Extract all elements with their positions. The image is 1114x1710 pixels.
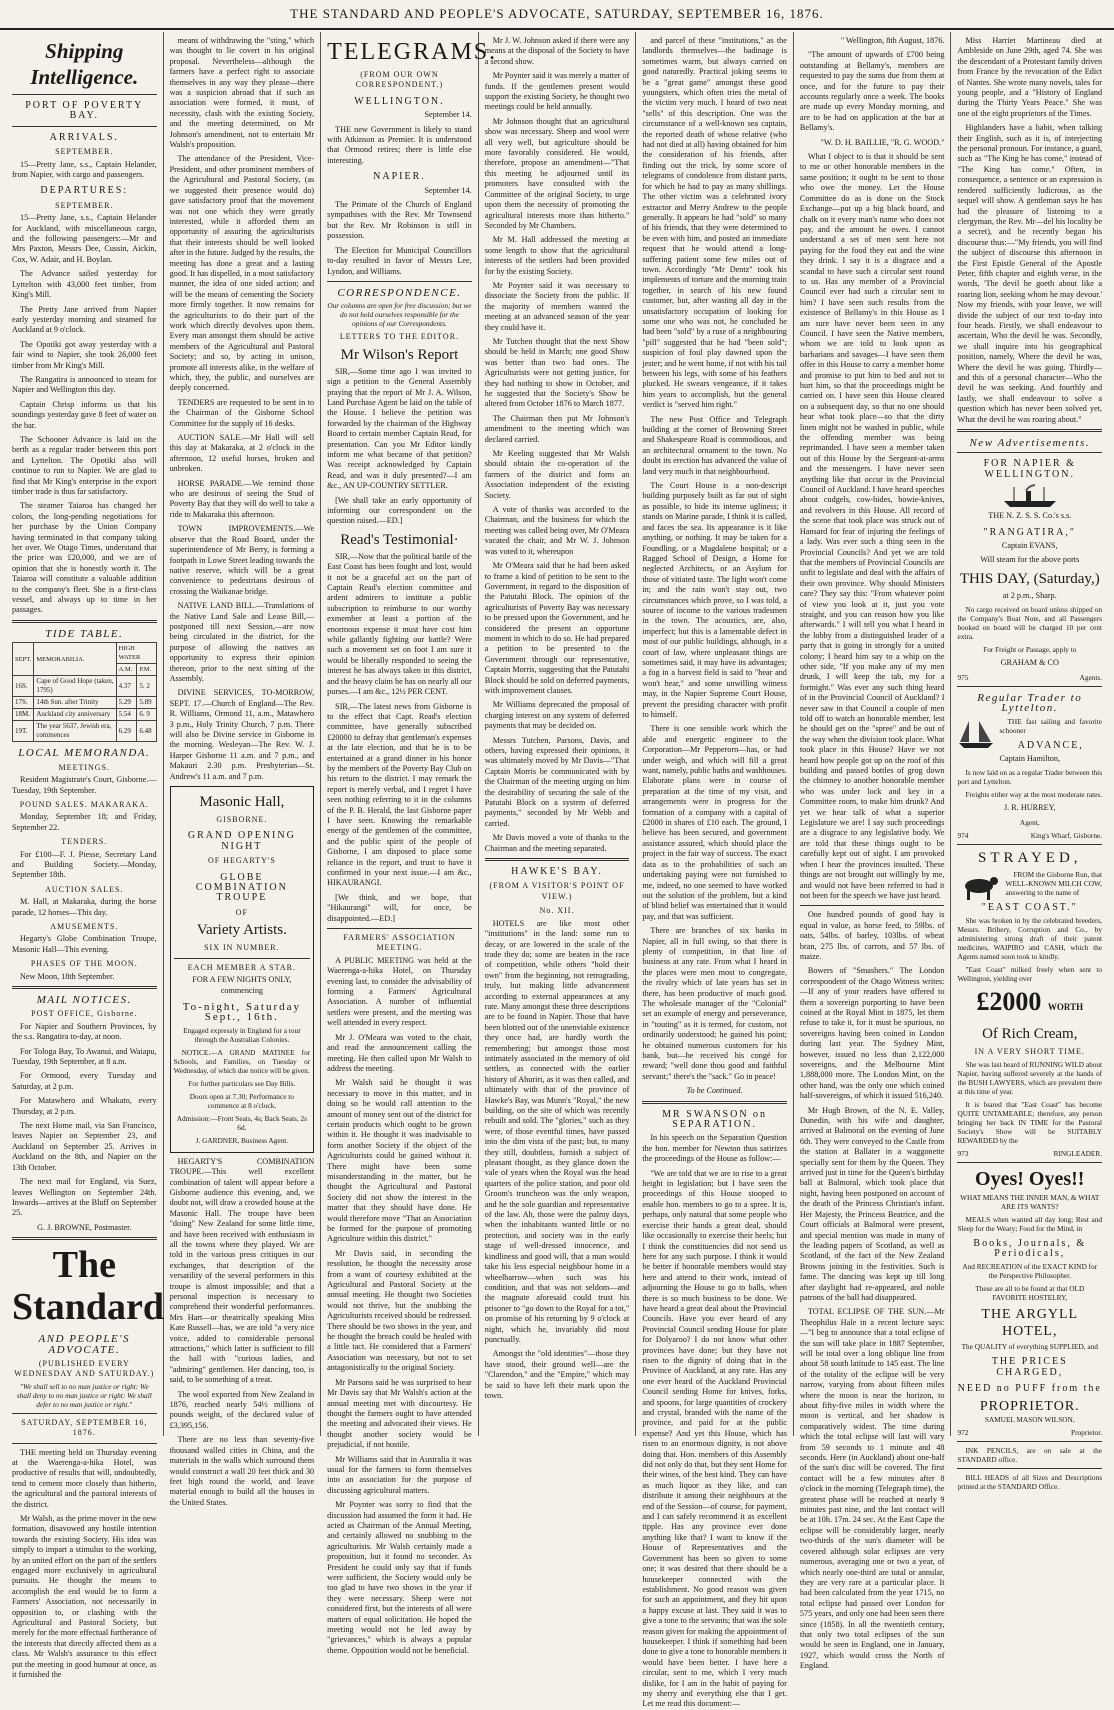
news-paragraph: AUCTION SALE.—Mr Hall will sell this day at Makaraka, at 2 o'clock in the afternoon, 12 useful horses, broken and unbroken. [169, 433, 315, 474]
steamship-icon [1000, 483, 1060, 509]
wellington-date: September 14. [424, 110, 472, 120]
moon-text: New Moon, 18th September. [20, 971, 115, 981]
news-paragraph: Bowers of "Smashers." The London correspondent of the Otago Witness writes:—If any of your readers have offered to them a sovereign purporting to have been coined at the Royal Mint in 1875, let them refuse to take it, for it must be spurious, no sovereigns having been coined in London during last year. The Sydney Mint, however, issued no less than 2,122,000 sovereigns, and the Melbourne Mint 1,888,000 more. The London Mint, on the other hand, was the only one which coined half-sovereigns, of which it issued 516,240. [799, 966, 945, 1101]
advance-agent-title: Agent, [1019, 817, 1040, 827]
mail-paragraph: For Matawhero and Whakato, every Thursday, at 2 p.m. [12, 1096, 157, 1116]
speech-paragraph: In his speech on the Separation Question the hon. member for Newton thus satirizes the proceedings of the House as follow:— [642, 1133, 787, 1164]
ad-matinee-notice: NOTICE.—A GRAND MATINEE for Schools, and Families, on Tuesday or Wednesday, of which due notice will be given. [173, 1047, 311, 1075]
two-thousand-pounds [957, 987, 1102, 1022]
read-testimonial-heading: Read's Testimonial· [340, 531, 459, 548]
report-paragraph: Mr Poynter was sorry to find that the discussion had assumed the form it had. He acted as Chairman of the Annual Meeting, and certainly allowed no snubbing to the agriculturists. Mr Walsh certainly made a proposition, but it found no seconder. As President he could only say that if funds were sufficient, the Society would only be too glad to have two shows in the year if they were necessary. Sheep were not considered first, but the interests of all were matters of equal solicitation. He hoped the meeting would not be led away by "grievances," which is always a popular theme. Opposition would not be beneficial. [327, 1500, 472, 1655]
report-paragraph: Mr Keeling suggested that Mr Walsh should obtain the co-operation of the farmers of the district and form an Association independent of the existing Society. [484, 449, 630, 500]
article-paragraph: There is one sensible work which the able and energetic engineer to the Corporation—Mr Pepperorn—has, or had under weigh, and which will fill a great want, namely, public baths and washhouses. Elaborate plans were in course of preparation at the time of my visit, and arrangements were in progress for the formation of a company with a capital of £2000 in shares of £10 each. The ground, I believe has been secured, and government assistance assured, which should place the project in the fair way of success. The exact data as to the probabilities of such an undertaking paying were not furnished to me, indeed, no one seemed to have worked out the solution of the problem, but a kind of blind belief was entertained that it would pay, and that was sufficient. [642, 724, 787, 921]
letters-heading: LETTERS TO THE EDITOR. [339, 332, 460, 342]
article-paragraph: The new Post Office and Telegraph building at the corner of Browning Street and Shakespeare Road is commodious, and an architectural ornament to the town. No doubt its erection has advanced the value of land very much in that neighbourhood. [642, 414, 787, 476]
circular-text: "The amount of upwards of £700 being outstanding at Bellamy's, members are requested to pay the sums due from them at once, and for the future to pay their accounts regularly once a week. The books are made up every Monday morning, and are to be had on application at the bar at Bellamy's. [799, 50, 945, 133]
table-row [13, 709, 157, 721]
news-paragraph: HORSE PARADE.—We remind those who are desirous of seeing the Stud of Poverty Bay that they will do well to take a ride to Makaraka this afternoon. [169, 478, 315, 519]
advance-wharf: King's Wharf, Gisborne. [1030, 830, 1103, 840]
report-paragraph: Mr Parsons said he was surprised to hear Mr Davis say that Mr Walsh's action at the annual meeting met with discourtesy. He thought the farmers ought to have attended the meeting and advocated their views. He thought another society would be prejudicial, if not hostile. [327, 1377, 472, 1450]
editorial-paragraph: THE meeting held on Thursday evening at the Waerenga-a-hika Hotel, was productive of results that will, undoubtedly, tend to cement more closely than hitherto, the agricultural and the pastoral interests of the district. [12, 1447, 157, 1509]
ad-troupe-name: GLOBE COMBINATION TROUPE [195, 871, 288, 904]
moon-heading: PHASES OF THE MOON. [30, 959, 138, 969]
tide-memo: 14th Sun. after Trinity [34, 697, 116, 709]
editor-note: [We think, and we hope, that "Hikaurangi" will, for once, be disappointed.—ED.] [327, 892, 472, 923]
news-paragraph: TOWN IMPROVEMENTS.—We observe that the Road Board, under the superintendence of Mr Berry, is forming a footpath in Lowe Street leading towards the native reserve, which will be a great convenience to pedestrians desirous of crossing the Waikanae bridge. [169, 524, 315, 596]
oyes-line: WHAT MEANS THE INNER MAN, & WHAT ARE ITS WANTS? [960, 1192, 1100, 1211]
ad-each-member: EACH MEMBER A STAR. [187, 962, 296, 972]
article-paragraph: Amongst the "old identities"—those they have stood, their ground well—are the "Clarendon," and the "Empire," which may be said to have left their mark upon the town. [484, 1349, 630, 1400]
auction-text: M. Hall, at Makaraka, during the horse parade, 12 horses—This day. [12, 897, 157, 917]
masonic-hall-advertisement [170, 786, 315, 1153]
arrivals-text: 15—Pretty Jane, s.s., Captain Helander, from Napier, with cargo and passengers. [12, 159, 157, 180]
tide-am: 6.29 [116, 721, 137, 742]
ad-few-nights: FOR A FEW NIGHTS ONLY, commencing [192, 975, 292, 995]
telegram-paragraph: THE new Government is likely to stand with Atkinson as Premier. It is understood that Ormond retires; there is little else interesting. [327, 124, 472, 165]
ad-masonic-place: GISBORNE. [216, 815, 268, 825]
amusements-heading: AMUSEMENTS. [50, 921, 119, 931]
shipping-paragraph: The steamer Taiaroa has changed her colors, the long-pending negotiations for her purchase by the Union Company having terminated in that company taking her over. We Otago Times, understand that the price was £20,000, and we are of opinion that she is honestly worth it. The Taiaroa will constitute a valuable addition to the company's fleet. She is a first-class vessel, and always up to time in her passages. [12, 501, 157, 615]
ad-admission: Admission:—Front Seats, 4s; Back Seats, 2s 6d. [176, 1113, 308, 1132]
report-paragraph: Messrs Tutchen, Parsons, Davis, and others, having expressed their opinions, it was ultimately moved by Mr Davis—"That Captain Morris be communicated with by the Chairman of the meeting urging on him the desirability of securing the sale of the Patutahi Block on a system of deferred payments," seconded by Mr Webb and carried. [484, 735, 630, 828]
rangatira-name: "RANGATIRA," [983, 526, 1076, 538]
shipping-paragraph: The Pretty Jane arrived from Napier early yesterday morning and steamed for Auckland at 9 o'clock. [12, 304, 157, 335]
tide-pm: 6. 9 [137, 709, 156, 721]
ad-opening-night: GRAND OPENING NIGHT [187, 830, 296, 852]
ringleader-signature: RINGLEADER. [1053, 1148, 1103, 1158]
ad-number: 974 [957, 830, 969, 840]
report-paragraph: Mr Poynter said it was necessary to dissociate the Society from the public. If the majority of members wanted the meeting at an advanced season of the year they could have it. [484, 280, 630, 332]
telegrams-source: (FROM OUR OWN CORRESPONDENT.) [355, 70, 444, 90]
tide-am: 4.37 [116, 676, 137, 697]
departures-month: SEPTEMBER. [55, 200, 114, 210]
to-be-continued: To be Continued. [686, 1086, 743, 1096]
masthead [0, 0, 1114, 30]
letter-paragraph: SIR,—Now that the political battle of the East Coast has been fought and lost, would it not be a graceful act on the part of Captain Read's election committee and ardent admirers to institute a public subscription to reimburse to our worthy exmember at least a portion of the enormous expense it must have cost him while gallantly fighting our battle? Were such a movement set on foot I am sure it would be liberally responded to seeing the interest he has always taken in this district, and the heavy claim he has on nearly all our purses.—I am &c., 12½ PER CENT. [327, 551, 472, 697]
postmaster-signature: G. J. BROWNE, Postmaster. [37, 1222, 132, 1232]
local-memoranda-title: LOCAL MEMORANDA. [18, 747, 151, 760]
bill-heads-notice: BILL HEADS of all Sizes and Descriptions printed at the STANDARD Office. [957, 1472, 1103, 1491]
circular-signature: "W. D. H. BAILLIE, "R. G. WOOD." [820, 137, 945, 147]
napier-heading: NAPIER. [373, 171, 426, 183]
wilson-report-heading: Mr Wilson's Report [340, 346, 459, 363]
tide-memo: Cape of Good Hope (taken, 1795) [34, 676, 116, 697]
tenders-text: For £100—F. J. Piesse, Secretary Land and Building Society.—Monday, September 18th. [12, 849, 157, 880]
strayed-footer [957, 1149, 1102, 1158]
hawkes-bay-number: No. XII. [539, 906, 575, 916]
editorial-paragraph: Mr Walsh, as the prime mover in the new formation, disavowed any hostile intention towards the existing Society. His idea was simply to impart a stimulus to the working, by an united effort on the part of the settlers engaged more exclusively in agricultural pursuits. He thought the means to accomplish the end would be to form a Farmers' Association, not necessarily in opposition to, or clashing with the Agricultural and Pastoral Society, but merely for the more effectual furtherance of the interests that directly affected them as a class. Mr Walsh's assurance to this effect put the meeting in good humour at once, as it furnished the [12, 1514, 157, 1680]
speech-paragraph: "We are told that we are to rise to a great height in legislation; but I have seen the proceedings of this House stooped to enable hon. members to go to a spree. It is, perhaps, only natural that some people who exercise their hands a great deal, should like occasionally to exercise their heels; but I think the constituencies did not send us here for any such purpose. I think it would be better if honorable members would stay here and attend to their work, instead of adjourning the House to go to balls, when there is so much business to be done. We have heard a great deal about the Provincial Councils. Have you ever heard of any Provincial Council sending House for plate for Dolyaroo? I do not know what other provinces have done; but they have not risen to the dignity of doing that in the Province of Auckland, at any rate. Has any one ever heard of the Auckland Provincial Council sending Home for knives, forks, and spoons, for large quantities of crockery and crystal, branded with the name of the province, and paid for at the public expense? And yet this House, which has risen to an enormous dignity, is not above doing that. Hon. members of this Assembly did not only do that, but they sent Home for their wines, of the best kind. They can have as much liquor as they like, and can distribute it among their neighbours at the end of the Session—of course, for payment, and I can safely recommend it as excellent tipple. Has any province ever done anything like that? I want to know if the House of Representatives and the Government has been so given to some one; it was desired that there should be a housekeeper connected with the establishment. No good reason was given for such an appointment, and they hit upon a happy excuse at last. They said it was to give a tone to the servants; that was the sole reason given for making the appointment of housekeeper. I think if something had been done to give a tone to honorable members it would have been better. I have here a circular, sent to me, which I very much dislike, for I am in the habit of paying for my sherry and everything else that I get. Let me read this document:— [642, 1168, 787, 1709]
tide-col-high-water: HIGH WATER [116, 643, 156, 664]
argyll-hotel-title: THE ARGYLL HOTEL, [981, 1307, 1079, 1340]
standard-publication-note: (PUBLISHED EVERY WEDNESDAY AND SATURDAY.) [14, 1358, 155, 1379]
rangatira-agent: GRAHAM & CO [1000, 658, 1059, 668]
news-paragraph: There are no less than seventy-five thousand walled cities in China, and the materials in the walls which surround them would construct a wall 20 feet thick and 30 feet high round the world, and leave material enough to build all the houses in the United States. [169, 1435, 315, 1507]
report-paragraph: Mr Johnson thought that an agricultural show was necessary. Sheep and wool were all very well, but agriculture should be more favorably considered. He would, therefore, propose an amendment—"That this meeting be adjourned until its promoters have consulted with the Committee of the original Society, to urge upon them the necessity of promoting the agricultural interests more than hitherto." Seconded by Mr Chambers. [484, 116, 630, 230]
wellington-heading: WELLINGTON. [354, 95, 445, 107]
column-4 [479, 32, 637, 1436]
report-paragraph: Mr Davis moved a vote of thanks to the Chairman and the meeting separated. [484, 833, 630, 853]
telegram-paragraph: The Primate of the Church of England sympathises with the Rev. Mr Townsend but the Rev. Mr Robinson is still in possession. [327, 200, 472, 241]
tide-pm: 6.48 [137, 721, 156, 742]
strayed-paragraph: She was broken in by the celebrated breeders, Messrs. Bribery, Corruption and Co., by administering strong draft of their patent medicines, WAIPIRO and CASH, which the Agents named soon took to kindly. [957, 916, 1103, 962]
advance-footer [957, 831, 1102, 840]
circular-date: " Wellington, 8th August, 1876. [840, 36, 945, 45]
tide-col-am: A.M. [116, 664, 137, 676]
auction-heading: AUCTION SALES. [45, 884, 124, 894]
ad-agents-label: Agents. [1079, 672, 1103, 682]
pound-sales-heading: POUND SALES. MAKARAKA. [19, 799, 149, 809]
departures-text: 15—Pretty Jane, s.s., Captain Helander for Auckland, with miscellaneous cargo, and the following passengers:—Mr and Mrs Paxton, Messrs Dee, Cussin, Aickin, Cox, W. Adair, and H. Boylan. [12, 213, 157, 264]
report-paragraph: Mr Williams said that in Australia it was usual for the farmers to form themselves into an association for the purpose of discussing agricultural matters. [327, 1454, 472, 1495]
report-paragraph: Mr M. Hall addressed the meeting at some length to show that the agricultural interests of the settlers had been provided for by the existing Society. [484, 235, 630, 276]
napier-date: September 14. [424, 185, 472, 195]
newspaper-header-title: THE STANDARD AND PEOPLE'S ADVOCATE, SATURDAY, SEPTEMBER 16, 1876. [290, 6, 824, 21]
news-paragraph: Miss Harriet Martineau died at Ambleside on June 29th, aged 74. She was the descendant of a Protestant family driven from France by the revocation of the Edict of Nantes. She wrote many novels, tales for young people, and a "History of England during the Thirty Years Peace." She was one of the eight proprietors of the Times. [957, 36, 1103, 118]
ad-particulars: For further particulars see Day Bills. [188, 1078, 296, 1088]
correspondence-heading: CORRESPONDENCE. [337, 286, 462, 299]
report-paragraph: Mr Tutchen thought that the next Show should be held in March; one good Show was better than two bad ones. The Agriculturists were not getting justice, for they had nothing to show in October, and he suggested that the Society's Show be altered from October 1876 to March 1877. [484, 336, 630, 409]
tide-table [12, 642, 157, 742]
tide-col-memorabilia: MEMORABILIA. [34, 643, 116, 676]
standard-subtitle: AND PEOPLE'S ADVOCATE. [38, 1333, 131, 1356]
farmers-meeting-heading: FARMERS' ASSOCIATION MEETING. [343, 933, 456, 953]
editorial-paragraph: means of withdrawing the "sting," which was thought to lie covert in his original proposal. Nevertheless—although the farmers have a perfect right to associate themselves in any way they please—there was a suspicion abroad that if such an association were formed, it must, of necessity, clash with the existing Society, and the meeting determined, on Mr Johnson's amendment, not to entertain Mr Walsh's proposition. [169, 36, 315, 150]
telegrams-title: TELEGRAMS. [327, 39, 498, 65]
rangatira-cargo-note: No cargo received on board unless shipped on the Company's Boat Note, and all Passengers booked on board will be charged 10 per cent extra. [957, 605, 1103, 642]
schooner-icon [957, 719, 995, 749]
big-amount: £2000 [976, 987, 1042, 1017]
news-paragraph: DIVINE SERVICES, TO-MORROW, SEPT. 17.—Church of England—The Rev. R. Williams, Ormond 11, a.m., Matawhero 3 p.m., Holy Trinity Church, 7 p.m. There will also be Divine service in Gisborne in the morning. Wesleyan—The Rev. W. J. Harper Gisborne 11 a.m. and 7 p.m., and Makauri 2.30 p.m. Presbyterian—St. Andrew's 11 a.m. and 7 p.m. [169, 688, 315, 781]
news-paragraph: TENDERS are requested to be sent in to the Chairman of the Gisborne School Committee for the supply of 16 desks. [169, 397, 315, 428]
report-paragraph: The Chairman then put Mr Johnson's amendment to the meeting which was declared carried. [484, 413, 630, 444]
cow-icon [957, 872, 1001, 902]
rangatira-this-day: THIS DAY, (Saturday,) [959, 570, 1100, 587]
news-paragraph: The wool exported from New Zealand in 1876, reached nearly 54½ millions of pounds weight, of the declared value of £3,395,156. [169, 1389, 315, 1430]
report-paragraph: Mr Walsh said he thought it was necessary to move in this matter, and in doing so he would call attention to the amount of money sent out of the district for certain products which ought to be grown within it. He thought it was inadvisable to form another Society if the object of the Agriculturists could be gained without it. There might have been some misunderstanding in the matter, but he thought the Agricultural and Pastoral Society did not show the interest in the matter that they should have done. He would therefore move "That an Association be formed for the purpose of promoting Agriculture within this district." [327, 1078, 472, 1244]
editorial-paragraph: The attendance of the President, Vice-President, and other prominent members of the Agricultural and Pastoral Society, (as we suggested their presence would do) gave satisfactory proof that the movement was not one which they were greatly interested, while it afforded them an opportunity of assuring the agriculturists that their interests should be well looked after in the future. Judged by the results, the meeting has done a great and a lasting good. It has dispelled, in a most satisfactory manner, the idea of one sided action; and will be the means of cementing the Society more firmly together. It now remains for the agriculturists to do their part of the work which directly devolves upon them. Every man amongst them should be active members of the Agricultural and Pastoral Society; and so, by acting in unison, promote all interests alike, in the welfare of which, they, the public, and ourselves are deeply concerned. [169, 154, 315, 393]
mail-paragraph: The next Home mail, via San Francisco, leaves Napier on September 23, and Auckland on September 25. Arrives in Auckland on the 8th, and Napier on the 13th October. [12, 1121, 157, 1172]
shipping-paragraph: The Schooner Advance is laid on the berth as a regular trader between this port and Lyttelton. The Opotiki also will continue to run to Napier. We are glad to find that Mr King's enterprise in the export timber trade is thus far satisfactory. [12, 434, 157, 496]
tide-day: 18M. [13, 709, 34, 721]
rangatira-ad-heading: FOR NAPIER & WELLINGTON. [983, 458, 1076, 480]
rangatira-steam: Will steam for the above ports [980, 555, 1080, 565]
cow-name: "EAST COAST." [981, 901, 1078, 913]
mail-notices-title: MAIL NOTICES. [36, 994, 132, 1006]
shipping-paragraph: The Advance sailed yesterday for Lyttelton with 43,000 feet timber, from King's Mill. [12, 269, 157, 300]
tide-day: 17S. [13, 697, 34, 709]
oyes-line: The QUALITY of everything SUPPLIED, and [961, 1342, 1098, 1352]
rangatira-footer [957, 673, 1102, 682]
arrivals-month: SEPTEMBER. [55, 147, 114, 157]
letter-paragraph: SIR,—The latest news from Gisborne is to the effect that Capt. Read's election committee, have generally subscribed £20000 to defray that gentleman's expenses at the late election, and that he is to be entertained at a grand dinner in his honor by the members of the Poverty Bay Club on his return to the district. I may remark the report is merely verbal, and I regret I have seen nothing referring to it in the columns of the P. B. Herald, the last Gisborne paper I have seen. Knowing the remarkable energy of the gentlemen of the committee, and the public spirit of the people of Gisborne, I am disposed to place some reliance in the report, and trust to have it confirmed in your next issue.—I am &c., HIKAURANGI. [327, 701, 472, 888]
oyes-heading: Oyes! Oyes!! [975, 1167, 1085, 1190]
mail-paragraph: For Napier and Southern Provinces, by the s.s. Rangatira to-day, at noon. [12, 1021, 157, 1042]
strayed-text: FROM the Gisborne Run, that WELL-KNOWN MILCH COW, answering to the name of [1005, 869, 1103, 897]
shipping-paragraph: The Opotiki got away yesterday with a fair wind to Napier, she took 26,000 feet timber from Mr King's Mill. [12, 339, 157, 370]
tide-col-pm: P.M. [137, 664, 156, 676]
tide-memo: Auckland city anniversary [34, 709, 116, 721]
books-journals: Books, Journals, & Periodicals, [973, 1237, 1087, 1259]
departures-heading: DEPARTURES: [40, 185, 129, 197]
standard-motto: "We shall sell to no man justice or right: We shall deny to no man justice or right: We shall defer to no man justice or right." [16, 1381, 152, 1409]
prices-charged: THE PRICES CHARGED, [991, 1356, 1068, 1378]
ad-tonight: To-night, Saturday Sept., 16th. [182, 1000, 302, 1024]
ad-signature: J. GARDNER, Business Agent. [195, 1135, 289, 1145]
standard-date: SATURDAY, SEPTEMBER 16, 1876. [21, 1417, 148, 1438]
report-paragraph: Mr O'Meara said that he had been asked to frame a kind of petition to be sent to the Government, in regard to the disposition of the Patutahi Block. The opinion of the agriculturists of Poverty Bay was necessary to be pressed upon the Government, and he considered the present an opportune moment in which to do so. He had prepared a petition to be presented to the Government through our representative, Captain Morris, suggesting that the Patutahi Block should be sold on deferred payments, with improvement clauses. [484, 561, 630, 695]
shipping-title: Shipping Intelligence. [30, 39, 139, 89]
tide-table-title: TIDE TABLE. [45, 627, 124, 640]
standard-masthead: The Standard [12, 1244, 165, 1329]
rich-cream: Of Rich Cream, [982, 1026, 1078, 1043]
correspondence-note: Our columns are open for free discussion; but we do not hold ourselves responsible for the opinions of our Correspondents. [327, 301, 472, 329]
oyes-line: MEALS when wanted all day long; Rest and Sleep for the Weary; Food for the Mind, in [957, 1214, 1103, 1233]
mail-paragraph: For Tologa Bay, To Awanui, and Waiapu, Tuesday, 19th September, at 8 a.m. [12, 1046, 157, 1067]
report-paragraph: Mr J. O'Meara was voted to the chair, and read the announcement calling the meeting. He then called upon Mr Walsh to address the meeting. [327, 1032, 472, 1073]
column-3 [321, 32, 498, 1655]
meetings-text: Resident Magistrate's Court, Gisborne.—Tuesday, 19th September. [12, 775, 157, 795]
article-paragraph: and parcel of these "institutions," as the landlords themselves—the badinage is sometimes warm, but always carried on good naturedly. Practical joking seems to be a "great game" amongst these good youngsters, which often tries the metal of the victim very much. I heard of two neat "sells" of this description. One was the circumstance of a well-known sea captain, the reported death of whose relative (who had not died at all) having obtained for him the consideration of his friends, after finding out the trick, by some score of telegrams of condolence from distant parts, for which he had to pay as many shillings. The other victim was a celebrated ivory extractor and Merry Andrew to the people generally. It appears he had "sold" so many of his friends, that they were determined to be even with him, and posted an immediate request that he would attend a long-suffering patient some few miles out of town. Accordingly "Mr Dentz" took his implements of torture and the morning train together, in search of his new found customer, but, after wasting all day in the unsatisfactory occupation of looking for some one who was not, he concluded he had been "sold" by a ruse of a neighbouring "pill" suggested that he had "been sold"; suspicion of foul play dawned upon the jester; and he went home, if not with his tail between his legs, with some of his feathers plucked. He swears vengeance, if it takes him years to accomplish, but the general verdict is "served him right." [642, 36, 787, 410]
shipping-paragraph: The Rangatira is announced to steam for Napier and Wellington this day. [12, 374, 157, 395]
strayed-paragraph: "East Coast" milked freely when sent to Wellington, yielding over [957, 965, 1103, 984]
lyttelton-trader-heading: Regular Trader to Lyttelton. [977, 691, 1083, 715]
report-paragraph: Mr J. W. Johnson asked if there were any means at the disposal of the Society to have a second show. [484, 36, 630, 66]
advance-freights: Freights either way at the most moderate rates. [965, 790, 1103, 800]
swanson-heading: MR SWANSON on SEPARATION. [662, 1108, 768, 1131]
tide-pm: 5. 2 [137, 676, 156, 697]
table-row [13, 676, 157, 697]
advance-agent-name: J. R. HURREY, [1004, 803, 1056, 813]
ad-doors: Doors open at 7.30; Performance to commence at 8 o'clock. [189, 1091, 294, 1110]
news-paragraph: Highlanders have a habit, when talking their English, such as it is, of interjecting the personal pronoun. For instance, a guard, such as "The King he has come," instead of "The King has come." Often, in consequence, a sentence or an expression is rendered sufficiently ludicrous, as the sequel will show. A gentleman says he has had the pleasure of listening to a clergyman, the Rev. Mr—del his locality be a secret), and he recently began his discourse thus:—"My friends, you will find the subject of discourse this afternoon in the First Epistle General of the Apostle Peter, fifth chapter and eighth verse, in the words, 'The devil he goeth about like a roaring lion, seeking whom he may devour.' Now my friends, with your leave, we will divide the subject of our text to-day into four heads. Firstly, we shall endeavour to ascertain, Who the devil he was. Secondly, we shall inquire into his geographical position, namely, Where the devil he was, Where the devil he was going. Thirdly—and this of a personal character—Who the devil he was seeking. And fourthly and lastly, we shall endeavour to solve a question which has never been solved yet, What the devil he was roaring about." [957, 123, 1103, 424]
tide-col-sept: SEPT. [13, 643, 34, 676]
telegram-paragraph: The Election for Municipal Councillors to-day resulted in favor of Messrs Lee, Lyndon, and Williams. [327, 245, 472, 276]
advance-captain: Captain Hamilton, [999, 753, 1060, 763]
hawkes-bay-heading: HAWKE'S BAY. [511, 866, 603, 878]
ink-pencils-notice: INK PENCILS, are on sale at the STANDARD office. [957, 1445, 1103, 1464]
column-6 [794, 32, 952, 1671]
newspaper-columns [6, 32, 1108, 1709]
column-7 [951, 32, 1108, 1491]
arrivals-heading: ARRIVALS. [49, 131, 119, 143]
strayed-paragraph: She was last heard of RUNNING WILD about Napier, having suffered severely at the hands of the BUSH LAWYERS, which are prevalent there at this time of year. [957, 1059, 1103, 1096]
strayed-paragraph: It is feared that "East Coast" has become QUITE UNTAMEABLE; therefore, any person bringing her back IN TIME for the Pastoral Society's Show will be SUITABLY REWARDED by the [957, 1099, 1103, 1145]
rangatira-captain: Captain EVANS, [1001, 541, 1058, 551]
editor-note: [We shall take an early opportunity of informing our correspondent on the question raised.—ED.] [327, 495, 472, 526]
rangatira-time: at 2 p.m., Sharp. [1002, 590, 1057, 600]
proprietor-name: SAMUEL MASON WILSON, [984, 1414, 1075, 1424]
article-paragraph: There are branches of six banks in Napier, all in full swing, so that there is plenty of competition, in that line of business at any rate. From what I heard in the places were men most to congregate, the rivalry which of late years has set in there, has been productive of much good. The wholesale manager of the "Colonial" set an example of energy and perseverance, in "touting" as it is termed, for custom, not ordinarily understood; he gained his point; he obtained numerous customers for his bank, but—he received his congé for reward; "well done thou good and faithful servant;" there's the "sack." Go in peace! [642, 926, 787, 1081]
article-paragraph: HOTELS are like most other "institutions" in the land: some run to decay, or are lowered in the scale of the trade they do; some are beaten in the race of competition, while others "hold their own" from the beginning, not retrograding, truly, but making little advancement according to external appearances at any rate. Many amongst these three descriptions are to be found in Napier. Those that have been blotted out of the unenviable existence they once had, are hardly worth the remembering; but amongst those most intimately associated in the memory of old settlers, as connected with the earlier history of Ahuriri, as it was then called, and ultimately with that of the province of Hawke's Bay, was Munn's "Royal," the new building, on the site of which was recently rebuilt and sold. The "glories," such as they were, of those eventful times, have passed into the dim vista of the past; but, to many they still, doubtless, furnish a subject of pleasant thought, as they glance down the vale of years when the Royal was the head quarters of the police station, and poor old Groom's truncheon was the only weapon, and he the sole guardian and representative of the law. Ah, those were the palmy days, when the inhabitants wanted little or no protection, and society was in the early stage of well-dressed innocence, and kindliness and good will, that a man would take his less especial neighbour home in a wheelbarrow—when such was his condition, and that was not seldom—and the magnate aforesaid could trust his prisoner to "go down to the Royal for a tot," on promise of his returning by 9 o'clock at night, which he, invariably did most punctually. [484, 918, 630, 1344]
ad-of-hegartys: OF HEGARTY'S [207, 856, 276, 866]
port-heading: PORT OF POVERTY BAY. [25, 100, 144, 122]
tide-am: 5.29 [116, 697, 137, 709]
mail-paragraph: The next mail for England, via Suez, leaves Wellington on September 24th. Inwards—arrives at the Bluff on September 25. [12, 1177, 157, 1218]
ad-number: 975 [957, 672, 969, 682]
advance-route: Is now laid on as a regular Trader between this port and Lyttelton. [957, 768, 1103, 787]
need-no-puff: NEED no PUFF from the [957, 1383, 1102, 1395]
ad-number: 973 [957, 1148, 969, 1158]
new-advertisements-heading: New Advertisements. [969, 437, 1091, 450]
post-office-heading: POST OFFICE, Gisborne. [31, 1009, 138, 1019]
pound-sales-text: Monday, September 18; and Friday, September 22. [12, 812, 157, 832]
oyes-line: And RECREATION of the EXACT KIND for the Perspective Philosopher. [962, 1262, 1098, 1281]
report-paragraph: Mr Davis said, in seconding the resolution, he thought the necessity arose from a want of courtesy exhibited at the Agricultural and Pastoral Society at the annual meeting. He thought two Societies would not thrive, but the snubbing the Agriculturists received should be redressed. There should be two shows in the year, and he thought the breach could be healed with a little tact. He considered that a Farmers' Association was necessary, but not to set antagonistically to the original Society. [327, 1248, 472, 1373]
table-row [13, 697, 157, 709]
news-paragraph: HEGARTY'S COMBINATION TROUPE.—This well excellent combination of talent will appear before a Gisborne audience this evening, and, we doubt not, will draw a crowded house at the Masonic Hall. The troupe have been "doing" New Zealand for some little time, and have been received with enthusiasm in all the towns where they played. We are told in the various press critiques in our exchanges, that description of the versatility of the several performers in this troupe is almost impossible; and that a personal inspection is necessary to comprehend their wonderful performances. Mrs Hart—or theatrically speaking Miss Kate Russell—has, we are told "a very nice voice, added to considerable personal attractions," which latter is sufficient to fill the hall with "curious ladies, and "admiring" gentlemen. Her dancing, too, is said, to be something of a treat. [169, 1156, 315, 1385]
strayed-heading: STRAYED, [977, 849, 1082, 866]
speech-paragraph: What I object to is that it should be sent to me or other honorable members in the same position; it ought to be sent to those who owe the money. Let the House Committee do as is done on the Stock Exchange—put up a big black board, and chalk on it every man's name who does not pay, and the amount he owes. I cannot understand a set of men sent here not paying for the food they eat and the wine they drink. I say it is a disgrace and a scandal to have such a circular sent round to us. Has any member of a Provincial Council ever had such a circular sent to him? I have seen such results from the existence of Bellamy's in this House as I am sure have never been seen in any Council. I have seen the Native members, whom we are told to look upon as barbarians and savages—I have seen them offer in this House to carry a member home and promise to put him to bed and not to hurt him, so that the proceedings might be carried on. I have seen this House cleared on a subsequent day, so that no one should hear what took place—so that the dirty linen might not be washed in public, while the offending member was being reprimanded. I have seen a member taken out of this House by the Sergeant-at-arms and the messengers. I have never seen anything like that occur in the Provincial Council of Auckland. I have heard speeches about cudgels, cow-hides, bowie-knives, and revolvers in this House. All record of the scene that took place was struck out of Hansard for fear of injuring the feelings of a lady. Was ever such a thing seen in the Provincial Councils? And yet we are told that the members of Provincial Councils are unfit to legislate and deal with the affairs of their own province. Why should Ministers care? They say this: "From whatever point of view you look at it, just you vote straight, and you can reason how you like afterwards." I will tell you what I heard in the lobby from a distinguished leader of a party that is going in strongly for a united colony; I heard him say to a whip on the other side, "If you make any of my men drunk, I will keep the tab, my for a fortnight." Was ever any such thing heard of in the Provincial Council of Auckland? I never saw in that Council a couple of men told off to watch an honorable member, lest he should get on the "spree" and be out of the way when the division took place. What took place in this House? Have we not heard how people got up on the roof of this building and passed bottles of grog down the chimney to another honorable member who was under lock and key in a Committee room, to make him drunk? And yet we hear talk of what a superior Legislature we are! I say such proceedings are a disgrace to any legislative body. We are told that these things ought to be carefully kept out of sight. I am provoked when I hear the provinces insulted. These things are not brought out willingly by me, and would not have been referred to had it not been for the speech we have just heard. [799, 152, 945, 900]
tide-am: 5.54 [116, 709, 137, 721]
news-paragraph: NATIVE LAND BILL.—Translations of the Native Land Sale and Lease Bill,—postponed till next Session,—are now being circulated in the district, for the purpose of allowing the natives an opportunity to express their opinion thereon, prior to the next sitting of the Assembly. [169, 601, 315, 683]
column-2 [164, 32, 322, 1507]
tide-memo: The year 5637, Jewish era, commences [34, 721, 116, 742]
news-paragraph: Mr Hugh Brown, of the N. E. Valley, Dunedin, with his wife and daughter, arrived at Balmoral on the evening of June 6th. They were conveyed to the Castle from the station at Ballater in a waggonette specially sent for them by the Queen. They arrived just in time for the Queen's birthday ball at Balmoral, which took place that night, having been postponed on account of the death of the Princess Christian's infant. Her Majesty, the Princess Beatrice, and the Court officials at Balmoral were present, and special mention was made in many of the leading papers of Scotland, as well as Scotland, of the fact of the New Zealand Browns joining in the festivities. Such is fame. The dancing was kept up till long after daylight had re-appeared, and noble patrons of the ball had disappeared. [799, 1105, 945, 1302]
meetings-heading: MEETINGS. [58, 762, 111, 772]
news-paragraph: TOTAL ECLIPSE OF THE SUN.—Mr Theophilus Hale in a recent lecture says:—"I beg to announce that a total eclipse of the sun will take place in 1887 September, will be total over a long oblique line from about 58 south latitude to 145 east. The line of the totality of the eclipse will be very narrow, varying from about fifteen miles where the moon is near the horizon, to about fifty-five miles in width where the moon is vertical, and her shadow is comparatively widest. The time during which the total eclipse will last will vary from 59 seconds to 1 minute and 48 seconds. Here (in Auckland) about one-half of the sun's disc will be covered. The first contact will be a few minutes after 8 o'clock in the morning (Telegraph time), the greatest phase will be reached at nearly 9 minutes past nine, and the last contact will be at 10h. 17m. 24 sec. At the East Cape the eclipse will be considerably larger, nearly two-thirds of the sun's diameter will be covered although solar eclipses are very numerous, averaging one or two a year, of which nearly one-third are total or annular, they are very rare at a particular place. It had been calculated from the year 1715, no total eclipse had passed over London for 575 years, and only one had been seen there since (1858). In all the twentieth century, that only two total eclipses of the sun would be seen in England, one in January, 1927, which would cross the North of England. [799, 1307, 945, 1671]
article-paragraph: The Court House is a non-descript building purposely built as far out of sight as possible, to hide its intense ugliness; it stands on Marine parade, I think it is called, and faces the sea. Its appearance is it like anything, or nothing. It may be taken for a Foundling, or a Magdalene hospital; or a Ragged School of Design, a Home for neglected Architects, or an Asylum for those of vitiated taste. The light won't come in; and the rain won't stay out, two circumstances which prove, so I was told, a source of income to the various tradesmen in the town. The acoustics, are, also, imperfect; but this is a lamentable defect in most of our public buildings, although, in a court of law, where unpleasant things are sometimes said, it may have its advantages; a fog in a harvest field is said to "hear and won't hear," and some unwilling witness may, in the Napier Supreme Court House, prevent the presiding character with profit to himself. [642, 481, 787, 719]
oyes-line: These are all to be found at that OLD FAVORITE HOSTELRY, [975, 1284, 1085, 1303]
advance-description: THE fast sailing and favorite schooner [999, 716, 1103, 735]
report-paragraph: Mr Poynter said it was merely a matter of funds. If the gentlemen present would support the existing Society, he thought two meetings could be held annually. [484, 71, 630, 112]
hawkes-bay-subtitle: (FROM A VISITOR'S POINT OF VIEW.) [489, 881, 625, 901]
amusements-text: Hegarty's Globe Combination Troupe, Masonic Hall—This evening. [12, 934, 157, 954]
report-paragraph: A vote of thanks was accorded to the Chairman, and the business for which the meeting was called being over, Mr O'Meara vacated the chair, and Mr W. J. Johnson was voted to it, whereupon [484, 505, 630, 556]
advance-name: ADVANCE, [1017, 739, 1084, 751]
argyll-footer [957, 1428, 1102, 1437]
worth-label: WORTH [1047, 1002, 1084, 1013]
mail-paragraph: For Ormond, every Tuesday and Saturday, at 2 p.m. [12, 1071, 157, 1091]
column-5 [636, 32, 794, 1709]
report-paragraph: Mr Williams deprecated the proposal of charging interest on any system of deferred payments that may be decided on. [484, 700, 630, 731]
letter-paragraph: SIR,—Some time ago I was invited to sign a petition to the General Assembly praying that the report of Mr J. A. Wilson, Land Purchase Agent be laid on the table of the House. I believe the petition was forwarded by the chairman of the Highway Board to certain member Captain Read, for presentation. Can you Mr Editor kindly inform me what became of that petition? Was receipt acknowledged by Captain Read, and was it duly presented?—I am &c., AN UP-COUNTRY SETTLER. [327, 366, 472, 491]
report-paragraph: A PUBLIC MEETING was held at the Waerenga-a-hika Hotel, on Thursday evening last, to consider the advisability of forming a Farmers' Agricultural Association. A number of influential settlers were present, and the meeting was well attended in every respect. [327, 955, 472, 1028]
ad-six-in-number: SIX IN NUMBER. [204, 943, 280, 953]
rangatira-company: THE N. Z. S. S. Co.'s s.s. [988, 511, 1072, 521]
table-row [13, 721, 157, 742]
ad-number: 972 [957, 1427, 969, 1437]
short-time: IN A VERY SHORT TIME. [974, 1047, 1085, 1057]
ad-variety-artists: Variety Artists. [196, 922, 287, 939]
column-1 [6, 32, 165, 1680]
ad-masonic-title: Masonic Hall, [199, 794, 285, 811]
proprietor-heading: PROPRIETOR. [979, 1398, 1080, 1414]
rangatira-apply: For Freight or Passage, apply to [983, 645, 1077, 655]
ad-of: OF [235, 907, 248, 917]
shipping-paragraph: Captain Chrisp informs us that his soundings yesterday gave 8 feet of water on the bar. [12, 399, 157, 430]
proprietor-title: Proprietor. [1071, 1427, 1103, 1437]
tide-pm: 5.89 [137, 697, 156, 709]
news-paragraph: One hundred pounds of good hay is equal in value, as horse feed, to 59lbs. of oats, 54lbs. of barley, 103lbs. of wheat bran, 275 lbs. of carrots, and 57 lbs. of maize. [799, 910, 945, 961]
tide-day: 16S. [13, 676, 34, 697]
ad-engaged: Engaged expressly in England for a tour through the Australian Colonies. [183, 1025, 301, 1044]
tenders-heading: TENDERS. [61, 837, 108, 847]
tide-day: 19T. [13, 721, 34, 742]
